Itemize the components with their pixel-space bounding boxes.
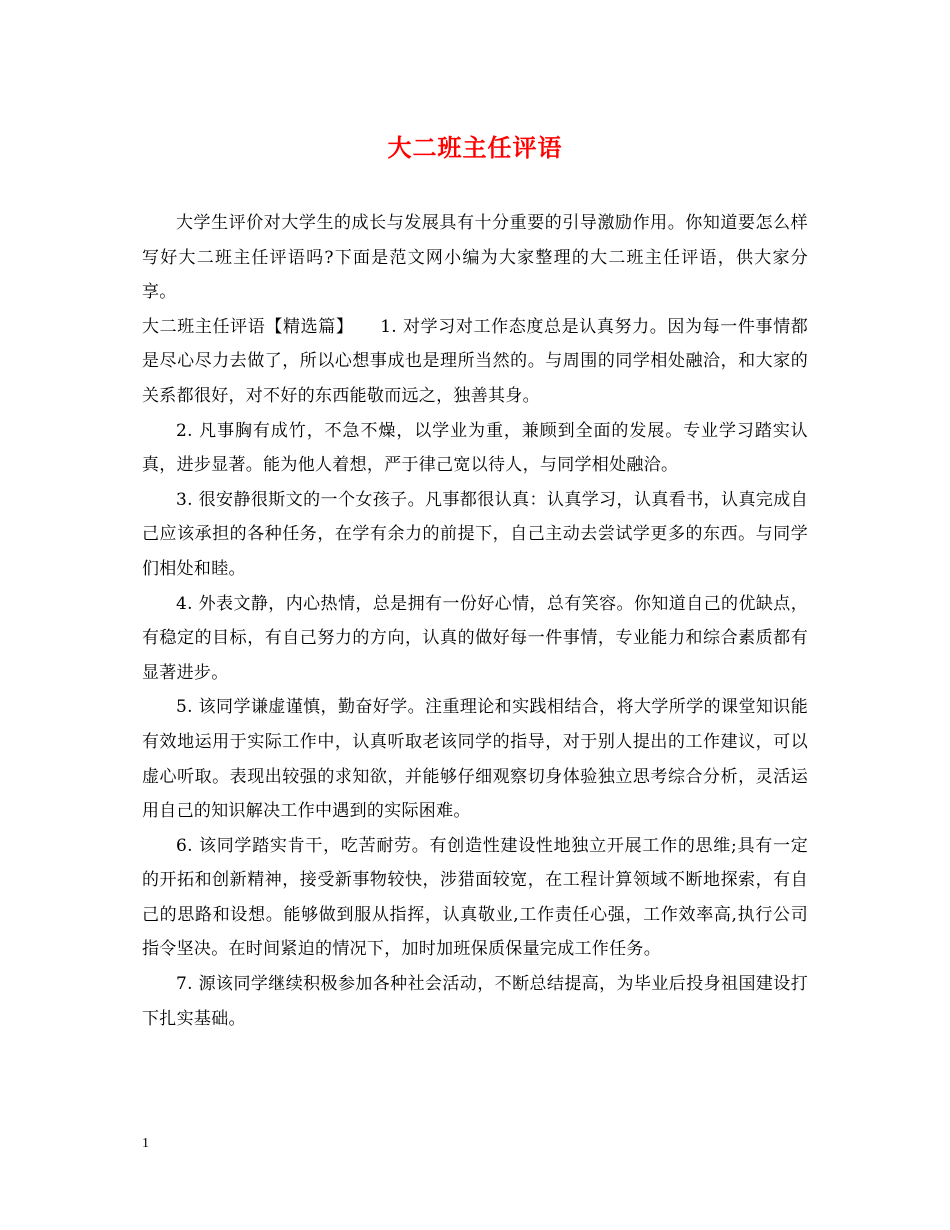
comment-paragraph-5: 5. 该同学谦虚谨慎，勤奋好学。注重理论和实践相结合，将大学所学的课堂知识能有效地运用于实际工作中，认真听取老该同学的指导，对于别人提出的工作建议，可以虚心听取。表现出较强的求知欲，并能够仔细观察切身体验独立思考综合分析，灵活运用自己的知识解决工作中遇到的实际困难。	[142, 697, 808, 822]
comment-paragraph-6: 6. 该同学踏实肯干，吃苦耐劳。有创造性建设性地独立开展工作的思维;具有一定的开拓和创新精神，接受新事物较快，涉猎面较宽，在工程计算领域不断地探索，有自己的思路和设想。能够做到服从指挥，认真敬业,工作责任心强，工作效率高,执行公司指令坚决。在时间紧迫的情况下，加时加班保质保量完成工作任务。	[142, 835, 808, 960]
comment-paragraph-3: 3. 很安静很斯文的一个女孩子。凡事都很认真：认真学习，认真看书，认真完成自己应该承担的各种任务，在学有余力的前提下，自己主动去尝试学更多的东西。与同学们相处和睦。	[142, 489, 808, 579]
comment-paragraph-4: 4. 外表文静，内心热情，总是拥有一份好心情，总有笑容。你知道自己的优缺点，有稳定的目标，有自己努力的方向，认真的做好每一件事情，专业能力和综合素质都有显著进步。	[142, 593, 808, 683]
intro-paragraph: 大学生评价对大学生的成长与发展具有十分重要的引导激励作用。你知道要怎么样写好大二班主任评语吗?下面是范文网小编为大家整理的大二班主任评语，供大家分享。	[142, 213, 808, 303]
section-heading-paragraph: 大二班主任评语【精选篇】 1. 对学习对工作态度总是认真努力。因为每一件事情都是尽心尽力去做了，所以心想事成也是理所当然的。与周围的同学相处融洽，和大家的关系都很好，对不好的东西能敬而远之，独善其身。	[142, 316, 808, 406]
comment-paragraph-7: 7. 源该同学继续积极参加各种社会活动，不断总结提高，为毕业后投身祖国建设打下扎实基础。	[142, 974, 808, 1029]
document-content	[142, 128, 808, 1036]
document-title: 大二班主任评语	[387, 133, 563, 162]
comment-paragraph-2: 2. 凡事胸有成竹，不急不燥，以学业为重，兼顾到全面的发展。专业学习踏实认真，进步显著。能为他人着想，严于律己宽以待人，与同学相处融洽。	[142, 420, 808, 476]
page-number: 1	[142, 1136, 149, 1151]
